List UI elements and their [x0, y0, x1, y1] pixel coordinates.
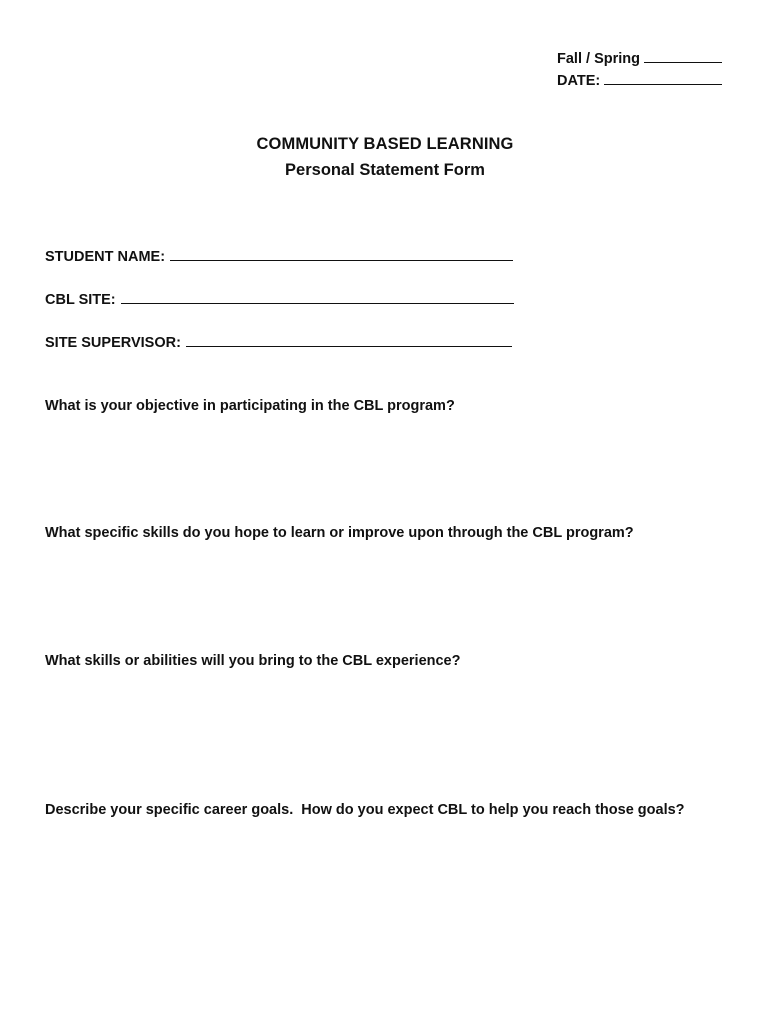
answer-skills-to-bring-area[interactable]	[45, 676, 725, 796]
date-row	[557, 69, 722, 91]
student-name-label: STUDENT NAME:	[45, 249, 166, 265]
site-supervisor-line[interactable]	[186, 332, 512, 347]
form-subtitle: Personal Statement Form	[285, 161, 485, 179]
question-skills-to-bring: What skills or abilities will you bring to the CBL experience?	[45, 653, 461, 669]
cbl-site-label: CBL SITE:	[45, 292, 116, 308]
student-name-line[interactable]	[170, 246, 513, 261]
term-blank-line[interactable]	[644, 47, 722, 63]
answer-objective-area[interactable]	[45, 420, 725, 520]
site-supervisor-field	[45, 332, 512, 352]
answer-career-goals-area[interactable]	[45, 826, 725, 1006]
question-career-goals: Describe your specific career goals. How do you expect CBL to help you reach those goals?	[45, 802, 685, 818]
date-blank-line[interactable]	[604, 69, 722, 85]
term-label: Fall / Spring	[557, 51, 640, 67]
date-label: DATE:	[557, 73, 601, 89]
student-name-field	[45, 246, 513, 266]
title-block	[0, 133, 770, 181]
term-row	[557, 47, 722, 69]
term-date-block	[557, 47, 722, 91]
site-supervisor-label: SITE SUPERVISOR:	[45, 335, 181, 351]
answer-skills-to-learn-area[interactable]	[45, 548, 725, 648]
question-skills-to-learn: What specific skills do you hope to learn or improve upon through the CBL program?	[45, 525, 634, 541]
cbl-site-field	[45, 289, 514, 309]
question-objective: What is your objective in participating in the CBL program?	[45, 398, 455, 414]
form-title: COMMUNITY BASED LEARNING	[256, 135, 514, 153]
cbl-site-line[interactable]	[121, 289, 514, 304]
